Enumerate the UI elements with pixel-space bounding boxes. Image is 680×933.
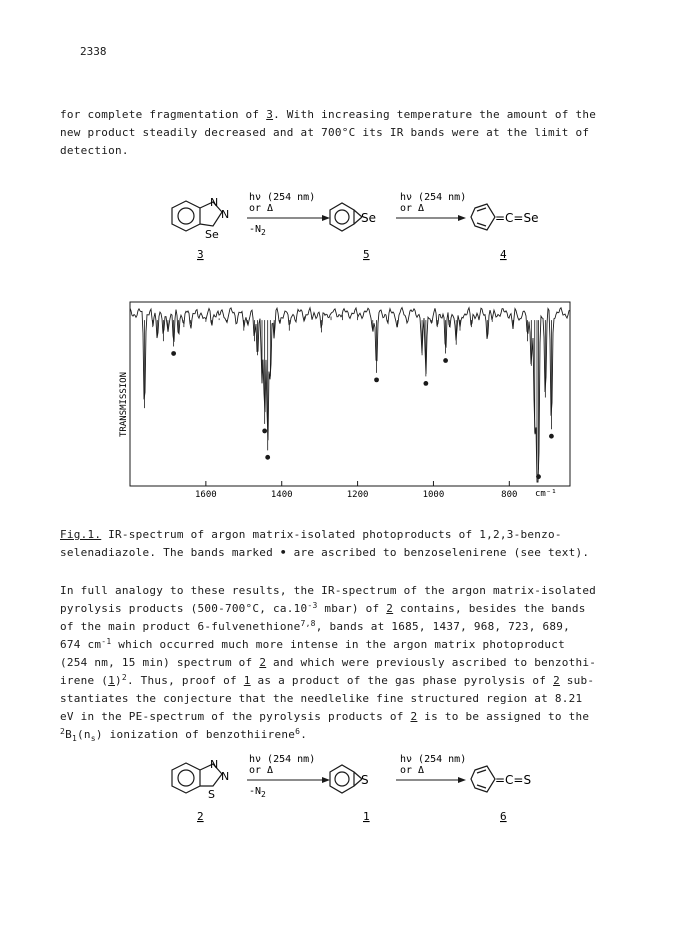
marked-band-dot	[262, 429, 267, 434]
ir-spectrum-chart	[110, 292, 580, 504]
plot-frame	[130, 302, 570, 486]
marked-band-dot	[423, 381, 428, 386]
fulvene-structure	[471, 766, 495, 792]
figure-caption-line1	[60, 528, 562, 541]
text: B	[65, 728, 72, 741]
para1-line1	[60, 108, 596, 121]
text: ) ionization of benzothiirene	[95, 728, 296, 741]
arrowhead	[322, 215, 330, 221]
text: are ascribed to benzoselenirene (see text).	[286, 546, 590, 559]
compound-ref: 2	[259, 656, 267, 669]
text: (254 nm, 15 min) spectrum of	[60, 656, 260, 669]
atom-label: Se	[361, 211, 376, 225]
figure-caption-line2	[60, 546, 589, 559]
arrow-condition: hν (254 nm)	[249, 754, 316, 765]
superscript: 2	[60, 727, 66, 736]
reaction-scheme-1	[150, 188, 570, 268]
superscript: 2	[121, 673, 127, 682]
x-axis-unit: cm⁻¹	[535, 489, 557, 499]
marked-band-dot	[374, 377, 379, 382]
para1-line3: detection.	[60, 144, 129, 157]
reaction-scheme-2	[150, 750, 570, 830]
atom-label: N	[210, 758, 219, 771]
para2-line8	[60, 710, 589, 723]
x-tick-label: 1200	[346, 490, 369, 500]
marked-band-dot	[549, 434, 554, 439]
superscript: -1	[101, 637, 112, 646]
benzoselenirene-structure	[330, 203, 362, 231]
x-tick-label: 800	[501, 490, 518, 500]
marked-band-dot	[443, 358, 448, 363]
text: and which were previously ascribed to benzothi-	[266, 656, 597, 669]
compound-label: 5	[363, 248, 370, 261]
para2-line5	[60, 656, 596, 669]
page-number: 2338	[80, 45, 107, 58]
para2-line4	[60, 638, 565, 651]
text: mbar) of	[317, 602, 387, 615]
arrow-condition: $-N_2$	[249, 786, 266, 799]
arrow-condition: hν (254 nm)	[400, 754, 467, 765]
compound-label: 4	[500, 248, 507, 261]
marked-band-dot	[171, 351, 176, 356]
atom-label: S	[361, 773, 369, 787]
compound-label: 3	[197, 248, 204, 261]
compound-ref: 2	[410, 710, 418, 723]
text: , bands at 1685, 1437, 968, 723, 689,	[315, 620, 571, 633]
arrow-condition: hν (254 nm)	[400, 192, 467, 203]
text: of the main product 6-fulvenethione	[60, 620, 301, 633]
text: contains, besides the bands	[393, 602, 586, 615]
atom-label: N	[221, 208, 230, 221]
spectrum-trace	[130, 308, 570, 482]
text: pyrolysis products (500-700°C, ca.10	[60, 602, 308, 615]
figure-label: Fig.1.	[60, 528, 102, 541]
para2-line6	[60, 674, 594, 687]
x-tick-label: 1400	[270, 490, 293, 500]
text: eV in the PE-spectrum of the pyrolysis products of	[60, 710, 411, 723]
arrow-condition: or Δ	[249, 765, 274, 776]
text: for complete fragmentation of	[60, 108, 267, 121]
arrow-condition: or Δ	[249, 203, 274, 214]
compound-label: 2	[197, 810, 204, 823]
superscript: -3	[307, 601, 318, 610]
compound-label: 6	[500, 810, 507, 823]
arrow-condition: $-N_2$	[249, 224, 266, 237]
x-tick-label: 1000	[422, 490, 445, 500]
superscript: 6	[295, 727, 301, 736]
para1-line2: new product steadily decreased and at 700°C its IR bands were at the limit of	[60, 126, 590, 139]
subscript: 1	[71, 734, 78, 743]
superscript: 7,8	[300, 619, 316, 628]
text: which occurred much more intense in the argon matrix photoproduct	[111, 638, 565, 651]
compound-ref: 2	[386, 602, 394, 615]
atom-label: N	[221, 770, 230, 783]
compound-ref: 1	[243, 674, 251, 687]
text: IR-spectrum of argon matrix-isolated photoproducts of 1,2,3-benzo-	[108, 528, 562, 541]
text: selenadiazole. The bands marked	[60, 546, 280, 559]
arrowhead	[458, 215, 466, 221]
para2-line2	[60, 602, 586, 615]
text: )	[114, 674, 122, 687]
text: as a product of the gas phase pyrolysis of	[250, 674, 554, 687]
arrow-condition: hν (254 nm)	[249, 192, 316, 203]
marked-band-dot	[265, 455, 270, 460]
para2-line1: In full analogy to these results, the IR-spectrum of the argon matrix-isolated	[60, 584, 597, 597]
compound-ref: 3	[266, 108, 274, 121]
text: . With increasing temperature the amount of the	[273, 108, 597, 121]
fulvene-structure	[471, 204, 495, 230]
compound-label: 1	[363, 810, 370, 823]
para2-line9	[60, 728, 307, 741]
atom-label: S	[208, 788, 215, 801]
para2-line7: stantiates the conjecture that the needlelike fine structured region at 8.21	[60, 692, 583, 705]
text: is to be assigned to the	[417, 710, 590, 723]
functional-group: =C=S	[495, 773, 532, 787]
y-axis-label: TRANSMISSION	[119, 371, 129, 437]
text: . Thus, proof of	[126, 674, 244, 687]
benzothiirene-structure	[330, 765, 362, 793]
marked-band-dot	[536, 474, 541, 479]
functional-group: =C=Se	[495, 211, 539, 225]
text: (n	[77, 728, 91, 741]
subscript: s	[90, 734, 96, 743]
para2-line3	[60, 620, 570, 633]
x-tick-label: 1600	[195, 490, 217, 500]
arrow-condition: or Δ	[400, 765, 425, 776]
text: sub-	[559, 674, 595, 687]
atom-label: Se	[205, 228, 219, 241]
marker-dot: •	[279, 546, 287, 559]
arrowhead	[322, 777, 330, 783]
text: .	[300, 728, 308, 741]
arrowhead	[458, 777, 466, 783]
arrow-condition: or Δ	[400, 203, 425, 214]
compound-ref: 1	[108, 674, 115, 687]
compound-ref: 2	[553, 674, 560, 687]
atom-label: N	[210, 196, 219, 209]
text: irene (	[60, 674, 109, 687]
text: 674 cm	[60, 638, 102, 651]
